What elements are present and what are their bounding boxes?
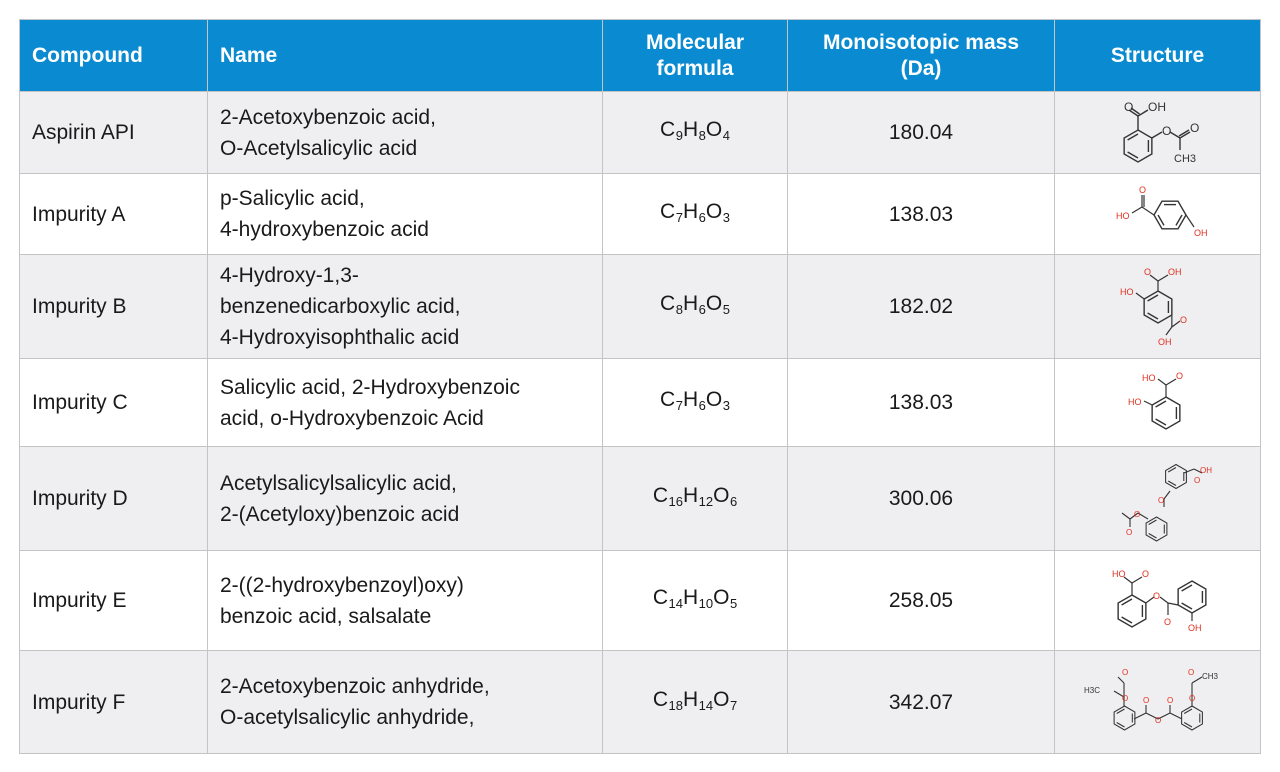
name-cell <box>208 651 603 754</box>
compound-cell: Impurity C <box>20 359 208 447</box>
d-o4-label: O <box>1125 527 1132 537</box>
mass-cell: 138.03 <box>788 359 1055 447</box>
compound-cell: Impurity E <box>20 551 208 651</box>
header-formula-line2: formula <box>656 56 734 80</box>
e-o1-label: O <box>1141 568 1149 579</box>
formula-element: C <box>660 118 676 141</box>
mass-cell: 138.03 <box>788 174 1055 255</box>
4-hydroxybenzoic-acid-structure-icon <box>1055 174 1261 255</box>
formula-count: 5 <box>729 596 738 611</box>
header-formula-line1: Molecular <box>645 30 745 54</box>
formula-element: O <box>713 586 730 609</box>
b-o2-label: O <box>1179 314 1187 325</box>
f-o1-label: O <box>1121 668 1128 677</box>
formula-count: 12 <box>698 494 714 509</box>
formula-count: 9 <box>675 128 683 143</box>
formula-count: 6 <box>698 398 706 413</box>
a-oh-label: OH <box>1193 228 1207 238</box>
formula-element: H <box>682 484 699 507</box>
aspirin-oh-label: OH <box>1147 99 1166 114</box>
formula-cell <box>603 255 788 359</box>
name-line: benzenedicarboxylic acid, <box>220 295 461 318</box>
name-line: 4-Hydroxy-1,3- <box>220 264 359 287</box>
header-molecular-formula <box>603 20 788 92</box>
compound-cell: Aspirin API <box>20 92 208 174</box>
aspirin-o-label: O <box>1123 99 1133 114</box>
salsalate-structure-icon <box>1055 551 1261 651</box>
f-o4-label: O <box>1154 716 1161 725</box>
formula-element: H <box>682 388 699 411</box>
e-ho-label: HO <box>1111 568 1125 579</box>
formula-count: 16 <box>668 494 683 509</box>
formula-element: H <box>682 687 699 711</box>
a-o-label: O <box>1138 185 1146 195</box>
name-line: O-Acetylsalicylic acid <box>220 136 418 160</box>
formula-element: H <box>682 586 699 609</box>
mass-cell: 300.06 <box>788 447 1055 551</box>
aspirin-ester-o-label: O <box>1161 123 1171 138</box>
header-structure: Structure <box>1055 20 1261 92</box>
name-cell <box>208 447 603 551</box>
formula-count: 10 <box>698 596 714 611</box>
formula-element: H <box>682 199 699 223</box>
compound-table <box>19 19 1261 754</box>
name-line: 2-(Acetyloxy)benzoic acid <box>220 502 460 526</box>
formula-element: O <box>713 687 730 711</box>
name-cell <box>208 551 603 651</box>
4-hydroxyisophthalic-acid-structure-icon <box>1055 255 1261 359</box>
formula-element: C <box>652 484 669 507</box>
formula-element: O <box>705 388 723 411</box>
e-o3-label: O <box>1163 616 1171 627</box>
salicylic-acid-structure-icon <box>1055 359 1261 447</box>
c-ho1-label: HO <box>1141 372 1155 383</box>
aspirin-carbonyl-o-label: O <box>1189 120 1199 135</box>
b-oh2-label: OH <box>1157 336 1171 347</box>
mass-cell: 342.07 <box>788 651 1055 754</box>
compound-cell: Impurity D <box>20 447 208 551</box>
compound-cell: Impurity B <box>20 255 208 359</box>
header-compound: Compound <box>20 20 208 92</box>
formula-count: 6 <box>698 302 706 317</box>
formula-count: 4 <box>722 128 730 143</box>
formula-cell <box>603 92 788 174</box>
table-row <box>20 92 1261 174</box>
table-row <box>20 551 1261 651</box>
formula-cell <box>603 359 788 447</box>
name-line: p-Salicylic acid, <box>220 187 365 210</box>
b-ho-label: HO <box>1119 286 1133 297</box>
acetylsalicylsalicylic-acid-structure-icon <box>1055 447 1261 551</box>
formula-element: O <box>705 292 723 315</box>
name-line: Acetylsalicylsalicylic acid, <box>220 471 457 495</box>
header-mass-line2: (Da) <box>900 56 942 80</box>
aspirin-ch3-label: CH3 <box>1173 152 1196 165</box>
name-line: 2-((2-hydroxybenzoyl)oxy) <box>220 573 464 597</box>
formula-count: 8 <box>698 128 706 143</box>
name-line: 2-Acetoxybenzoic anhydride, <box>220 675 490 698</box>
b-oh1-label: OH <box>1167 266 1181 277</box>
formula-count: 3 <box>722 398 730 413</box>
table-row <box>20 174 1261 255</box>
formula-element: C <box>660 292 676 315</box>
name-cell <box>208 92 603 174</box>
name-line: 2-Acetoxybenzoic acid, <box>220 105 436 129</box>
header-name: Name <box>208 20 603 92</box>
c-ho2-label: HO <box>1127 396 1141 407</box>
f-o5-label: O <box>1166 696 1173 705</box>
formula-count: 18 <box>668 697 683 713</box>
compound-cell: Impurity A <box>20 174 208 255</box>
e-oh-label: OH <box>1187 622 1201 633</box>
formula-count: 7 <box>729 697 738 713</box>
name-line: acid, o-Hydroxybenzoic Acid <box>220 406 484 430</box>
name-cell <box>208 359 603 447</box>
e-o2-label: O <box>1152 590 1160 601</box>
name-line: Salicylic acid, 2-Hydroxybenzoic <box>220 375 520 399</box>
d-o1-label: O <box>1157 495 1164 505</box>
formula-element: O <box>713 484 730 507</box>
formula-count: 6 <box>729 494 738 509</box>
formula-cell <box>603 447 788 551</box>
d-o2-label: O <box>1193 475 1200 485</box>
d-o3-label: O <box>1133 509 1140 519</box>
formula-cell <box>603 651 788 754</box>
f-o3-label: O <box>1142 696 1149 705</box>
formula-count: 5 <box>722 302 730 317</box>
table-row <box>20 651 1261 754</box>
formula-element: C <box>652 687 669 711</box>
mass-cell: 182.02 <box>788 255 1055 359</box>
mass-cell: 258.05 <box>788 551 1055 651</box>
f-ch3-label: CH3 <box>1201 672 1218 681</box>
table-row <box>20 255 1261 359</box>
formula-count: 7 <box>675 398 683 413</box>
name-cell <box>208 255 603 359</box>
f-o7-label: O <box>1187 668 1194 677</box>
formula-cell <box>603 174 788 255</box>
formula-element: C <box>652 586 669 609</box>
formula-element: C <box>660 199 676 223</box>
b-o1-label: O <box>1143 266 1151 277</box>
mass-cell: 180.04 <box>788 92 1055 174</box>
formula-count: 14 <box>668 596 683 611</box>
formula-count: 3 <box>722 209 730 225</box>
table-row <box>20 359 1261 447</box>
formula-element: H <box>682 292 699 315</box>
c-o-label: O <box>1175 370 1183 381</box>
f-h3c-label: H3C <box>1083 686 1100 695</box>
name-cell <box>208 174 603 255</box>
formula-cell <box>603 551 788 651</box>
header-mass-line1: Monoisotopic mass <box>822 30 1020 54</box>
formula-element: O <box>705 118 723 141</box>
name-line: benzoic acid, salsalate <box>220 604 432 628</box>
f-o2-label: O <box>1121 694 1128 703</box>
name-line: 4-hydroxybenzoic acid <box>220 218 429 241</box>
formula-count: 6 <box>698 209 706 225</box>
formula-element: C <box>660 388 676 411</box>
aspirin-structure-icon <box>1055 92 1261 174</box>
formula-count: 14 <box>698 697 714 713</box>
name-line: O-acetylsalicylic anhydride, <box>220 706 475 729</box>
name-line: 4-Hydroxyisophthalic acid <box>220 326 460 349</box>
f-o6-label: O <box>1188 694 1195 703</box>
a-ho-label: HO <box>1115 211 1129 221</box>
d-oh-label: OH <box>1199 465 1212 475</box>
header-monoisotopic-mass <box>788 20 1055 92</box>
formula-element: H <box>682 118 699 141</box>
table-row <box>20 447 1261 551</box>
acetylsalicylic-anhydride-structure-icon <box>1055 651 1261 754</box>
formula-count: 7 <box>675 209 683 225</box>
formula-element: O <box>705 199 723 223</box>
compound-cell: Impurity F <box>20 651 208 754</box>
header-row <box>20 20 1261 92</box>
formula-count: 8 <box>675 302 683 317</box>
